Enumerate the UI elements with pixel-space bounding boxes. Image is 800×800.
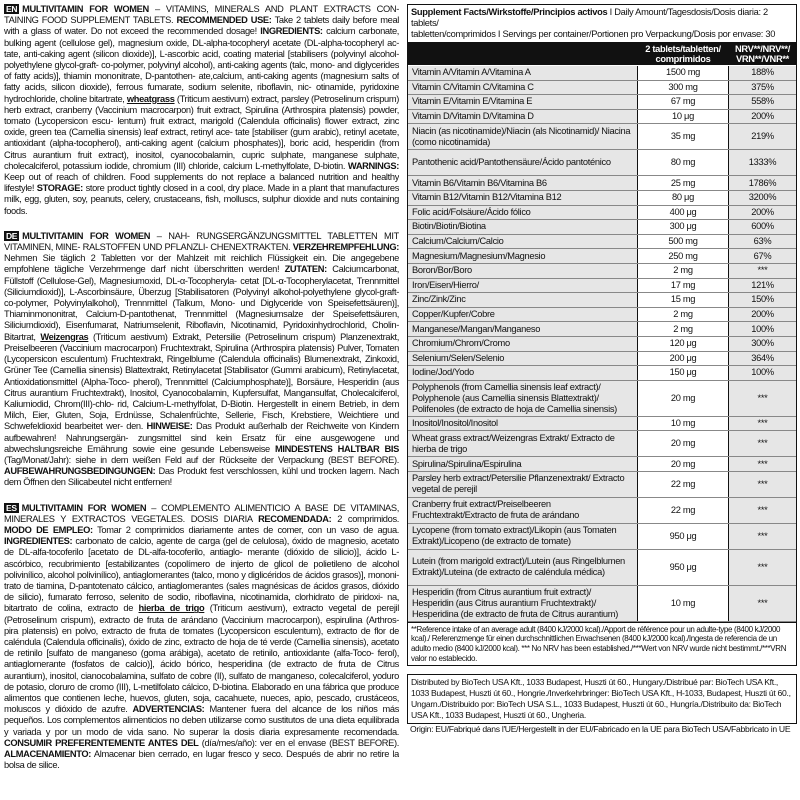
nutrient-nrv: 188% bbox=[729, 66, 797, 81]
facts-servings: tabletten/comprimidos I Servings per container/Portionen pro Verpackung/Dosis por envase: 30 bbox=[411, 29, 776, 39]
facts-row bbox=[408, 380, 796, 416]
nutrient-amount: 950 μg bbox=[638, 549, 729, 585]
nutrient-nrv: *** bbox=[729, 263, 797, 278]
nutrient-nrv: 100% bbox=[729, 366, 797, 381]
nutrient-amount: 22 mg bbox=[638, 497, 729, 523]
nutrient-name: Copper/Kupfer/Cobre bbox=[408, 307, 638, 322]
text-de: MULTIVITAMIN FOR WOMEN – NAH- RUNGSERGÄNZUNGSMITTEL TABLETTEN MIT VITAMINEN, MINE- RALSTOFFEN UND PFLANZLI- CHENEXTRAKTEN. VERZEHREMPFEHLUNG: Nehmen Sie täglich 2 Tabletten vor der Mahlzeit mit reichlich Flüssigkeit ein. Die angegebene empfohlene tägliche Verzehrmenge darf nicht überschritten werden! ZUTATEN: Calciumcarbonat, Füllstoff (Cellulose-Gel), Magnesiumoxid, DL-α-Tocopheryla- cetat [DL-α-Tocopherylacetat, Trennmittel (Siliciumdioxid)], L-Ascorbinsäure, Überzug [Stabilisatoren (Polyvinyl alkohol-polyethylene glycol-graft-co-polymer, Polyvinylalkohol), Trennmittel (Talkum, Mono- und Diglyceride von Speisefettsäuren)], Thiaminmononitrat, Calcium-D-pantothenat, Trennmittel (Magnesiumsalze der Speisefettsäuren, Siliciumdioxid), Eisenfumarat, Natriumselenit, Riboflavin, Nicotinamid, Pyridoxinhydrochlorid, Cholin-Bitartrat, Weizengras (Triticum aestivum) Extrakt, Petersilie (Petroselinum crispum) Planzenextrakt, Preiselbeeren (Vaccinium macrocarpon) Fruchtextrakt, Spirulina (Arthrospira platensis) Pulver, Tomaten (Lycopersicon esculentum) Fruchtextrakt, Ringelblume (Calendula officinalis) Blumenextrakt, Zinkoxid, Grüner Tee (Camellia sinensis) Blattextrakt, Retinylacetat [Stabilisator (Gummi arabicum), Retinylacetat, Antioxidationsmittel (Alpha-Toco- pherol), Trennmittel (Calciumphosphate)], Borsäure, Hesperidin (aus Citrus aurantium Fruchtextrakt), Inositol, Cyanocobalamin, Kupfersulfat, Mangansulfat, Cholecalciferol, Kaliumiodid, Chrom(III)-chlo- rid, Calcium-L-methylfolat, D-Biotin. Hergestellt in einem Betrieb, in dem Milch, Eier, Gluten, Soja, Erdnüsse, Schalenfrüchte, Sellerie, Fisch, Krebstiere, Weichtiere und Schwefeldioxid bearbeitet wer- den. HINWEISE: Das Produkt außerhalb der Reichweite von Kindern aufbewahren! Nahrungsergän- zungsmittel sind kein Ersatz für eine ausgewogene und abwechslungsreiche Ernährung sowie eine gesunde Lebensweise MINDESTENS HALTBAR BIS (Tag/Monat/Jahr): siehe in dem weißen Feld auf der Rückseite der Verpackung (BEST BEFORE). AUFBEWAHRUNGSBEDINGUNGEN: Das Produkt fest verschlossen, kühl und trocken lagern. Nach dem Öffnen den Silicabeutel nicht entfernen! bbox=[4, 230, 399, 488]
facts-row bbox=[408, 205, 796, 220]
facts-row bbox=[408, 549, 796, 585]
nutrient-name: Parsley herb extract/Petersilie Pflanzenextrakt/ Extracto vegetal de perejil bbox=[408, 471, 638, 497]
nutrient-nrv: 1786% bbox=[729, 176, 797, 191]
nutrient-name: Manganese/Mangan/Manganeso bbox=[408, 322, 638, 337]
section-es bbox=[4, 503, 399, 772]
facts-row bbox=[408, 190, 796, 205]
facts-row bbox=[408, 293, 796, 308]
facts-row bbox=[408, 307, 796, 322]
nutrient-amount: 15 mg bbox=[638, 293, 729, 308]
facts-row bbox=[408, 95, 796, 110]
nutrient-nrv: *** bbox=[729, 549, 797, 585]
section-en bbox=[4, 4, 399, 217]
nutrient-nrv: *** bbox=[729, 457, 797, 472]
facts-row bbox=[408, 66, 796, 81]
facts-row bbox=[408, 585, 796, 621]
nutrient-amount: 17 mg bbox=[638, 278, 729, 293]
nutrient-nrv: *** bbox=[729, 585, 797, 621]
facts-row bbox=[408, 416, 796, 431]
nutrient-nrv: 375% bbox=[729, 80, 797, 95]
nutrient-name: Wheat grass extract/Weizengras Extrakt/ Extracto de hierba de trigo bbox=[408, 431, 638, 457]
nutrient-name: Vitamin B6/Vitamin B6/Vitamina B6 bbox=[408, 176, 638, 191]
nutrient-nrv: 150% bbox=[729, 293, 797, 308]
nutrient-nrv: *** bbox=[729, 497, 797, 523]
nutrient-name: Selenium/Selen/Selenio bbox=[408, 351, 638, 366]
facts-row bbox=[408, 366, 796, 381]
nutrient-name: Folic acid/Folsäure/Ácido fólico bbox=[408, 205, 638, 220]
facts-row bbox=[408, 234, 796, 249]
facts-daily-amount: I Daily Amount/Tagesdosis/Dosis diaria: 2 tablets/ bbox=[411, 7, 768, 28]
nutrient-amount: 10 mg bbox=[638, 416, 729, 431]
nutrient-name: Iron/Eisen/Hierro/ bbox=[408, 278, 638, 293]
facts-header bbox=[407, 4, 797, 43]
facts-table bbox=[408, 43, 796, 622]
facts-row bbox=[408, 176, 796, 191]
col-nrv-header: NRV**/NRV**/ VRN**/VNR** bbox=[729, 43, 797, 66]
facts-row bbox=[408, 150, 796, 176]
nutrient-name: Biotin/Biotin/Biotina bbox=[408, 220, 638, 235]
nutrient-amount: 120 μg bbox=[638, 336, 729, 351]
nutrient-amount: 2 mg bbox=[638, 263, 729, 278]
nutrient-amount: 20 mg bbox=[638, 457, 729, 472]
nutrient-amount: 20 mg bbox=[638, 431, 729, 457]
nutrient-nrv: *** bbox=[729, 471, 797, 497]
nutrient-amount: 1500 mg bbox=[638, 66, 729, 81]
nutrient-nrv: 200% bbox=[729, 205, 797, 220]
nutrient-amount: 10 mg bbox=[638, 585, 729, 621]
facts-row bbox=[408, 124, 796, 150]
nutrient-amount: 2 mg bbox=[638, 307, 729, 322]
nutrient-nrv: 100% bbox=[729, 322, 797, 337]
nutrient-name: Vitamin D/Vitamin D/Vitamina D bbox=[408, 109, 638, 124]
nutrient-name: Vitamin E/Vitamin E/Vitamina E bbox=[408, 95, 638, 110]
facts-row bbox=[408, 431, 796, 457]
nutrient-amount: 22 mg bbox=[638, 471, 729, 497]
facts-title: Supplement Facts/Wirkstoffe/Principios activos bbox=[411, 7, 608, 17]
text-es: MULTIVITAMIN FOR WOMEN – COMPLEMENTO ALIMENTICIO A BASE DE VITAMINAS, MINERALES Y EXTRACTOS VEGETALES. DOSIS DIARIA RECOMENDADA: 2 comprimidos. MODO DE EMPLEO: Tomar 2 comprimidos diariamente antes de comer, con un vaso de agua. INGREDIENTES: carbonato de calcio, agente de carga (gel de celulosa), óxido de magnesio, acetato de DL-alfa-tocoferilo [acetato de DL-alfa-tocoferilo, antiaglo- merante (dióxido de silicio)], ácido L-ascórbico, recubrimiento [estabilizantes (copolímero de injerto de glicol de polietileno de alcohol polivinílico, alcohol polivinílico), antiaglomerantes (talco, mono y diglicéridos de ácidos grasos)], mononi- trato de tiamina, D-pantotenato cálcico, antiaglomerantes (sales magnésicas de ácidos grasos, dióxido de silicio), fumarato ferroso, selenito de sodio, riboflavina, nicotinamida, clorhidrato de piridoxi- na, bitartrato de colina, extracto de hierba de trigo (Triticum aestivum), extracto vegetal de perejil (Petroselinum crispum), extracto de fruta de arándano (Vaccinium macrocarpon), espirulina (Arthros- pira platensis) en polvo, extracto de fruta de tomates (Lycopersicon esculentum), extracto de flor de caléndula (Calendula officinalis), óxido de zinc, extracto de hoja de té verde (Camellia sinensis), acetato de retinilo [sulfato de manganeso (goma arábiga), acetato de retinilo, antioxidante (alfa-Toco- ferol), antiaglomerante (fosfatos de calcio)], ácido bórico, hesperidina (de extracto de fruta de Citrus aurantium), inositol, cianocobalamina, sulfato de cobre (II), sulfato de manganeso, colecalciferol, yoduro de potasio, cloruro de cromo (III), L-metilfolato cálcico, D-biotina. Elaborado en una fábrica que produce alimentos que contienen leche, huevos, gluten, soja, cacahuete, nueces, apio, pescado, crustáceos, moluscos y dióxido de azufre. ADVERTENCIAS: Mantener fuera del alcance de los niños más pequeños. Los complementos alimenticios no deben utilizarse como sustitutos de una dieta equilibrada y variada y por un modo de vida sano. No superar la dosis diaria expresamente recomendada. CONSUMIR PREFERENTEMENTE ANTES DEL (día/mes/año): ver en el envase (BEST BEFORE). ALMACENAMIENTO: Almacenar bien cerrado, en lugar fresco y seco. Después de abrir no retire la bolsa de silice. bbox=[4, 502, 399, 771]
nutrient-name: Lycopene (from tomato extract)/Likopin (aus Tomaten Extrakt)/Licopeno (de extracto de tomate) bbox=[408, 523, 638, 549]
facts-row bbox=[408, 457, 796, 472]
nutrient-name: Inositol/Inositol/Inositol bbox=[408, 416, 638, 431]
facts-row bbox=[408, 278, 796, 293]
nutrient-name: Iodine/Jod/Yodo bbox=[408, 366, 638, 381]
nutrient-nrv: 200% bbox=[729, 307, 797, 322]
nutrient-amount: 250 mg bbox=[638, 249, 729, 264]
facts-row bbox=[408, 220, 796, 235]
section-de bbox=[4, 231, 399, 489]
nutrient-nrv: 67% bbox=[729, 249, 797, 264]
nutrient-nrv: 3200% bbox=[729, 190, 797, 205]
nutrient-amount: 67 mg bbox=[638, 95, 729, 110]
nutrient-nrv: 558% bbox=[729, 95, 797, 110]
lang-badge-es: ES bbox=[6, 502, 17, 513]
facts-row bbox=[408, 471, 796, 497]
facts-row bbox=[408, 497, 796, 523]
ingredients-column bbox=[4, 4, 399, 796]
nutrient-name: Spirulina/Spirulina/Espirulina bbox=[408, 457, 638, 472]
facts-row bbox=[408, 336, 796, 351]
nutrient-amount: 80 mg bbox=[638, 150, 729, 176]
col-amount-header: 2 tablets/tabletten/ comprimidos bbox=[638, 43, 729, 66]
nutrient-name: Hesperidin (from Citrus aurantium fruit extract)/ Hesperidin (aus Citrus aurantium Fruchtextrakt)/ Hesperidina (de extracto de fruta de Citrus aurantium) bbox=[408, 585, 638, 621]
text-en: MULTIVITAMIN FOR WOMEN – VITAMINS, MINERALS AND PLANT EXTRACTS CON- TAINING FOOD SUPPLEMENT TABLETS. RECOMMENDED USE: Take 2 tablets daily before meal with a glass of water. Do not exceed the recommended dosage! INGREDIENTS: calcium carbonate, bulking agent (cellulose gel), magnesium oxide, DL-alpha-tocopheryl acetate (DL-alpha-tocopheryl ac- tate, anti-caking agent (silicon dioxide)], L-ascorbic acid, coating material [stabilisers (polyvinyl alcohol-polyethylene glycol-graft- co-polymer, polyvinyl alcohol), anti-caking agents (talc, mono- and diglycerides of fatty acids)], thiamin mononitrate, D-pantothen- ate,calcium, anti-caking agents (magnesium salts of fatty acids, silicon dioxide), ferrous fumarate, sodium selenite, riboflavin, nic- otinamide, pyridoxine hydrochloride, choline bitartrate, wheatgrass (Triticum aestivum) extract, parsley (Petroselinum crispum) herb extract, cranberry (Vaccinium macrocarpon) fruit extract, Spirulina (Arthrospira platensis) powder, tomato (Lycopersicon escu- lentum) fruit extract, marigold (Calendula officinalis) flower extract, zinc oxide, green tea (Camellia sinensis) leaf extract, retinyl ace- tate [stabiliser (gum arabic), retinyl acetate, antioxidant (alpha-tocopherol), anti-caking agent (calcium phosphates)], boric acid, hesperidin (from Citrus aurantium fruit extract), inositol, cyanocobalamin, cupric sulphate, manganese sulphate, cholecalciferol, potassium iodide, chromium (III) chloride, calcium L-methylfolate, D-biotin. WARNINGS: Keep out of reach of children. Food supplements do not replace a balanced nutrition and healthy lifestyle! STORAGE: store product tightly closed in a cool, dry place. Made in a plant that manufactures milk, egg, gluten, soy, peanuts, celery, crustaceans, fish, molluscs, sulphur dioxide and nuts containing foods. bbox=[4, 4, 399, 216]
nutrient-amount: 200 μg bbox=[638, 351, 729, 366]
nutrient-name: Vitamin B12/Vitamin B12/Vitamina B12 bbox=[408, 190, 638, 205]
nutrient-amount: 950 μg bbox=[638, 523, 729, 549]
nutrient-amount: 2 mg bbox=[638, 322, 729, 337]
nutrient-nrv: 63% bbox=[729, 234, 797, 249]
nutrient-nrv: *** bbox=[729, 431, 797, 457]
nutrient-nrv: *** bbox=[729, 416, 797, 431]
facts-row bbox=[408, 249, 796, 264]
nutrient-name: Boron/Bor/Boro bbox=[408, 263, 638, 278]
facts-footnote: **Reference intake of an average adult (8400 kJ/2000 kcal)./Apport de référence pour un adulte-type (8400 kJ/2000 kcal)./ Referenzmenge für einen durchschnittlichen Erwachsenen (8400 kJ/2000 kcal)./Ingesta de referencia de un adulto medio (8400 kJ/2000 kcal). *** No NRV has been established./***Wert von NRV wurde nicht bestimmt./***VRN valor no establecido. bbox=[407, 623, 797, 666]
nutrient-amount: 300 μg bbox=[638, 220, 729, 235]
nutrient-nrv: *** bbox=[729, 380, 797, 416]
distributor-info: Distributed by BioTech USA Kft., 1033 Budapest, Huszti út 60., Hungary./Distribué par: BioTech USA Kft., 1033 Budapest, Huszti út 60., Hongrie./Inverkehrbringer: BioTech USA Kft., H-1033, Budapest, Huszti út 60., Ungarn./Distribuido por: BioTech USA S.L., 1033 Budapest, Huszti út 60., Hungría./Distribuito da: BioTech USA Kft., 1033 Budapest, Huszti út 60., Ungheria. bbox=[407, 674, 797, 724]
nutrient-nrv: 364% bbox=[729, 351, 797, 366]
nutrient-name: Chromium/Chrom/Cromo bbox=[408, 336, 638, 351]
nutrient-amount: 20 mg bbox=[638, 380, 729, 416]
nutrient-nrv: 600% bbox=[729, 220, 797, 235]
facts-row bbox=[408, 263, 796, 278]
nutrient-amount: 500 mg bbox=[638, 234, 729, 249]
nutrient-amount: 35 mg bbox=[638, 124, 729, 150]
facts-row bbox=[408, 109, 796, 124]
nutrient-name: Polyphenols (from Camellia sinensis leaf extract)/ Polyphenole (aus Camellia sinensis Blattextrakt)/ Polifenoles (de extracto de hoja de Camellia sinensis) bbox=[408, 380, 638, 416]
nutrient-amount: 150 μg bbox=[638, 366, 729, 381]
nutrient-nrv: 300% bbox=[729, 336, 797, 351]
nutrient-name: Vitamin C/Vitamin C/Vitamina C bbox=[408, 80, 638, 95]
nutrient-nrv: *** bbox=[729, 523, 797, 549]
facts-table-header bbox=[408, 43, 796, 66]
nutrient-amount: 10 μg bbox=[638, 109, 729, 124]
nutrient-name: Magnesium/Magnesium/Magnesio bbox=[408, 249, 638, 264]
nutrient-amount: 300 mg bbox=[638, 80, 729, 95]
nutrient-name: Niacin (as nicotinamide)/Niacin (als Nicotinamid)/ Niacina (como nicotinamida) bbox=[408, 124, 638, 150]
lang-badge-de: DE bbox=[6, 230, 18, 241]
nutrient-nrv: 219% bbox=[729, 124, 797, 150]
facts-row bbox=[408, 351, 796, 366]
nutrient-amount: 80 μg bbox=[638, 190, 729, 205]
nutrient-nrv: 200% bbox=[729, 109, 797, 124]
nutrient-amount: 400 μg bbox=[638, 205, 729, 220]
origin-info: Origin: EU/Fabriqué dans l'UE/Hergestellt in der EU/Fabricado en la UE para BioTech USA/Fabbricato in UE bbox=[410, 724, 791, 735]
nutrient-name: Zinc/Zink/Zinc bbox=[408, 293, 638, 308]
lang-badge-en: EN bbox=[6, 4, 18, 14]
nutrient-nrv: 1333% bbox=[729, 150, 797, 176]
nutrient-name: Cranberry fruit extract/Preiselbeeren Fruchtextrakt/Extracto de fruta de arándano bbox=[408, 497, 638, 523]
nutrient-name: Vitamin A/Vitamin A/Vitamina A bbox=[408, 66, 638, 81]
facts-row bbox=[408, 322, 796, 337]
nutrient-nrv: 121% bbox=[729, 278, 797, 293]
nutrient-name: Pantothenic acid/Pantothensäure/Ácido pantoténico bbox=[408, 150, 638, 176]
facts-row bbox=[408, 523, 796, 549]
nutrient-amount: 25 mg bbox=[638, 176, 729, 191]
nutrient-name: Lutein (from marigold extract)/Lutein (aus Ringelblumen Extrakt)/Luteina (de extracto de caléndula médica) bbox=[408, 549, 638, 585]
nutrient-name: Calcium/Calcium/Calcio bbox=[408, 234, 638, 249]
supplement-facts-column bbox=[407, 4, 797, 796]
facts-row bbox=[408, 80, 796, 95]
